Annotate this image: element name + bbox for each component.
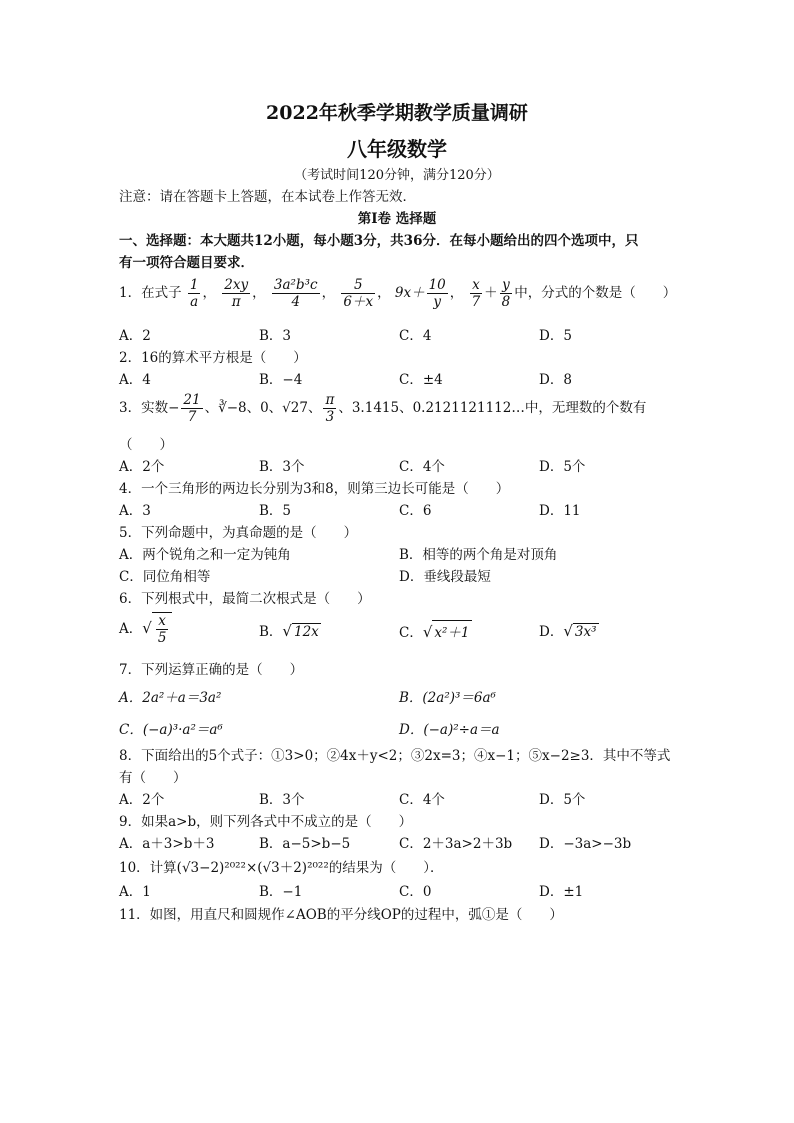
question-10-stem: 10．计算(√3−2)²⁰²²×(√3＋2)²⁰²²的结果为（ ）． xyxy=(119,860,444,876)
q9-option-a: A．a＋3>b＋3 xyxy=(119,836,215,852)
q7-option-b: B．(2a²)³＝6a⁶ xyxy=(399,690,496,706)
q9-option-c: C．2＋3a>2＋3b xyxy=(399,836,513,852)
q5-option-d: D．垂线段最短 xyxy=(399,569,491,585)
question-7-stem: 7．下列运算正确的是（ ） xyxy=(119,662,304,678)
q3-fraction: $\frac{21}{7}$ xyxy=(183,392,201,425)
q10-option-b: B．−1 xyxy=(259,884,303,900)
q10-option-a: A．1 xyxy=(119,884,151,900)
q4-option-d: D．11 xyxy=(539,503,581,519)
q7-option-d: D．(−a)²÷a＝a xyxy=(399,722,500,738)
q6-radicand-b: 12x xyxy=(293,624,319,640)
q2-option-d: D．8 xyxy=(539,372,572,388)
q5-option-c: C．同位角相等 xyxy=(119,569,211,585)
question-6-stem: 6．下列根式中，最简二次根式是（ ） xyxy=(119,591,371,607)
q6-radicand-d: 3x³ xyxy=(574,624,597,640)
section-title: 第Ⅰ卷 选择题 xyxy=(357,211,437,227)
question-9-stem: 9．如果a>b，则下列各式中不成立的是（ ） xyxy=(119,814,413,830)
q1-expr-5: 9x＋ xyxy=(394,285,425,301)
q3-option-d: D．5个 xyxy=(539,459,586,475)
q3-pi-fraction: $\frac{\pi}{3}$ xyxy=(325,392,335,425)
question-11-stem: 11．如图，用直尺和圆规作∠AOB的平分线OP的过程中，弧①是（ ） xyxy=(119,907,563,923)
q1-option-d: D．5 xyxy=(539,328,572,344)
q2-option-b: B．−4 xyxy=(259,372,303,388)
question-8-stem-1: 8．下面给出的5个式子：①3>0；②4x＋y<2；③2x=3；④x−1；⑤x−2≥3．其中不等式 xyxy=(119,748,671,764)
q3-option-c: C．4个 xyxy=(399,459,445,475)
q7-option-a: A．2a²＋a＝3a² xyxy=(119,690,222,706)
q6-label-d: D． xyxy=(539,624,564,640)
q2-option-a: A．4 xyxy=(119,372,151,388)
notice: 注意：请在答题卡上答题，在本试卷上作答无效． xyxy=(119,189,416,205)
q4-option-b: B．5 xyxy=(259,503,292,519)
q6-label-a: A． xyxy=(119,621,143,637)
q9-option-b: B．a−5>b−5 xyxy=(259,836,351,852)
q1-option-c: C．4 xyxy=(399,328,432,344)
q1-fraction-3: $\frac{\text{3a²b³c}}{4}$ xyxy=(273,277,318,310)
q9-option-d: D．−3a>−3b xyxy=(539,836,632,852)
q8-option-c: C．4个 xyxy=(399,792,445,808)
question-1-stem: 1．在式子 $\frac{1}{a}$ ， $\frac{2xy}{\pi}$ ， $\frac{\text{3a²b³c}}{4}$ ， $\frac{5}{6+x}$ ， 9x＋ $\frac{10}{y}$ ， $\frac{x}{7}$ ＋ $\frac{y}{8}$ 中，分式的个数是（ ） xyxy=(119,277,677,310)
question-8-stem-2: 有（ ） xyxy=(119,770,187,786)
q3-suffix: 、3.1415、0.2121121112…中，无理数的个数有 xyxy=(338,400,647,416)
question-4-stem: 4．一个三角形的两边长分别为3和8，则第三边长可能是（ ） xyxy=(119,481,510,497)
section-instruction-2: 有一项符合题目要求． xyxy=(119,255,254,271)
q3-option-b: B．3个 xyxy=(259,459,305,475)
question-3-stem xyxy=(119,392,646,425)
q1-prefix: 1．在式子 xyxy=(119,285,182,301)
q1-suffix: 中，分式的个数是（ ） xyxy=(514,285,677,301)
q1-fraction-5: $\frac{10}{y}$ xyxy=(428,277,446,310)
q3-prefix: 3．实数− xyxy=(119,400,180,416)
q1-fraction-6: $\frac{x}{7}$ xyxy=(471,277,481,310)
q8-option-d: D．5个 xyxy=(539,792,586,808)
q10-option-d: D．±1 xyxy=(539,884,584,900)
q1-fraction-1: $\frac{1}{a}$ xyxy=(189,277,199,310)
q3-paren: （ ） xyxy=(119,437,173,453)
q8-option-a: A．2个 xyxy=(119,792,165,808)
q1-fraction-2: $\frac{2xy}{\pi}$ xyxy=(224,277,249,310)
q1-fraction-4: $\frac{5}{6+x}$ xyxy=(343,277,374,310)
q7-option-c: C．(−a)³·a²＝a⁶ xyxy=(119,722,223,738)
q6-radicand-c: x²＋1 xyxy=(432,620,471,641)
q1-option-b: B．3 xyxy=(259,328,292,344)
question-5-stem: 5．下列命题中，为真命题的是（ ） xyxy=(119,525,358,541)
q6-option-b: B．√ 12x xyxy=(259,622,319,640)
q6-option-d: D．√ 3x³ xyxy=(539,622,597,640)
exam-info: （考试时间120分钟，满分120分） xyxy=(294,168,500,183)
exam-subtitle: 八年级数学 xyxy=(347,137,447,161)
q4-option-c: C．6 xyxy=(399,503,432,519)
q1-fraction-7: $\frac{y}{8}$ xyxy=(501,277,511,310)
q5-option-b: B．相等的两个角是对顶角 xyxy=(399,547,558,563)
q5-option-a: A．两个锐角之和一定为钝角 xyxy=(119,547,291,563)
q6-label-b: B． xyxy=(259,624,283,640)
question-2-stem: 2．16的算术平方根是（ ） xyxy=(119,350,307,366)
q4-option-a: A．3 xyxy=(119,503,151,519)
q8-option-b: B．3个 xyxy=(259,792,305,808)
exam-title: 2022年秋季学期教学质量调研 xyxy=(266,102,528,124)
q3-option-a: A．2个 xyxy=(119,459,165,475)
q3-mid: 、∛−8、0、√27、 xyxy=(204,400,322,416)
q6-label-c: C． xyxy=(399,625,423,641)
section-instruction-1: 一、选择题：本大题共12小题，每小题3分，共36分．在每小题给出的四个选项中，只 xyxy=(119,233,639,249)
q1-option-a: A．2 xyxy=(119,328,151,344)
q6-option-a: A．√ $\frac{x}{5}$ xyxy=(119,612,172,646)
q2-option-c: C．±4 xyxy=(399,372,443,388)
q6-option-c: C．√ x²＋1 xyxy=(399,620,472,641)
q10-option-c: C．0 xyxy=(399,884,432,900)
